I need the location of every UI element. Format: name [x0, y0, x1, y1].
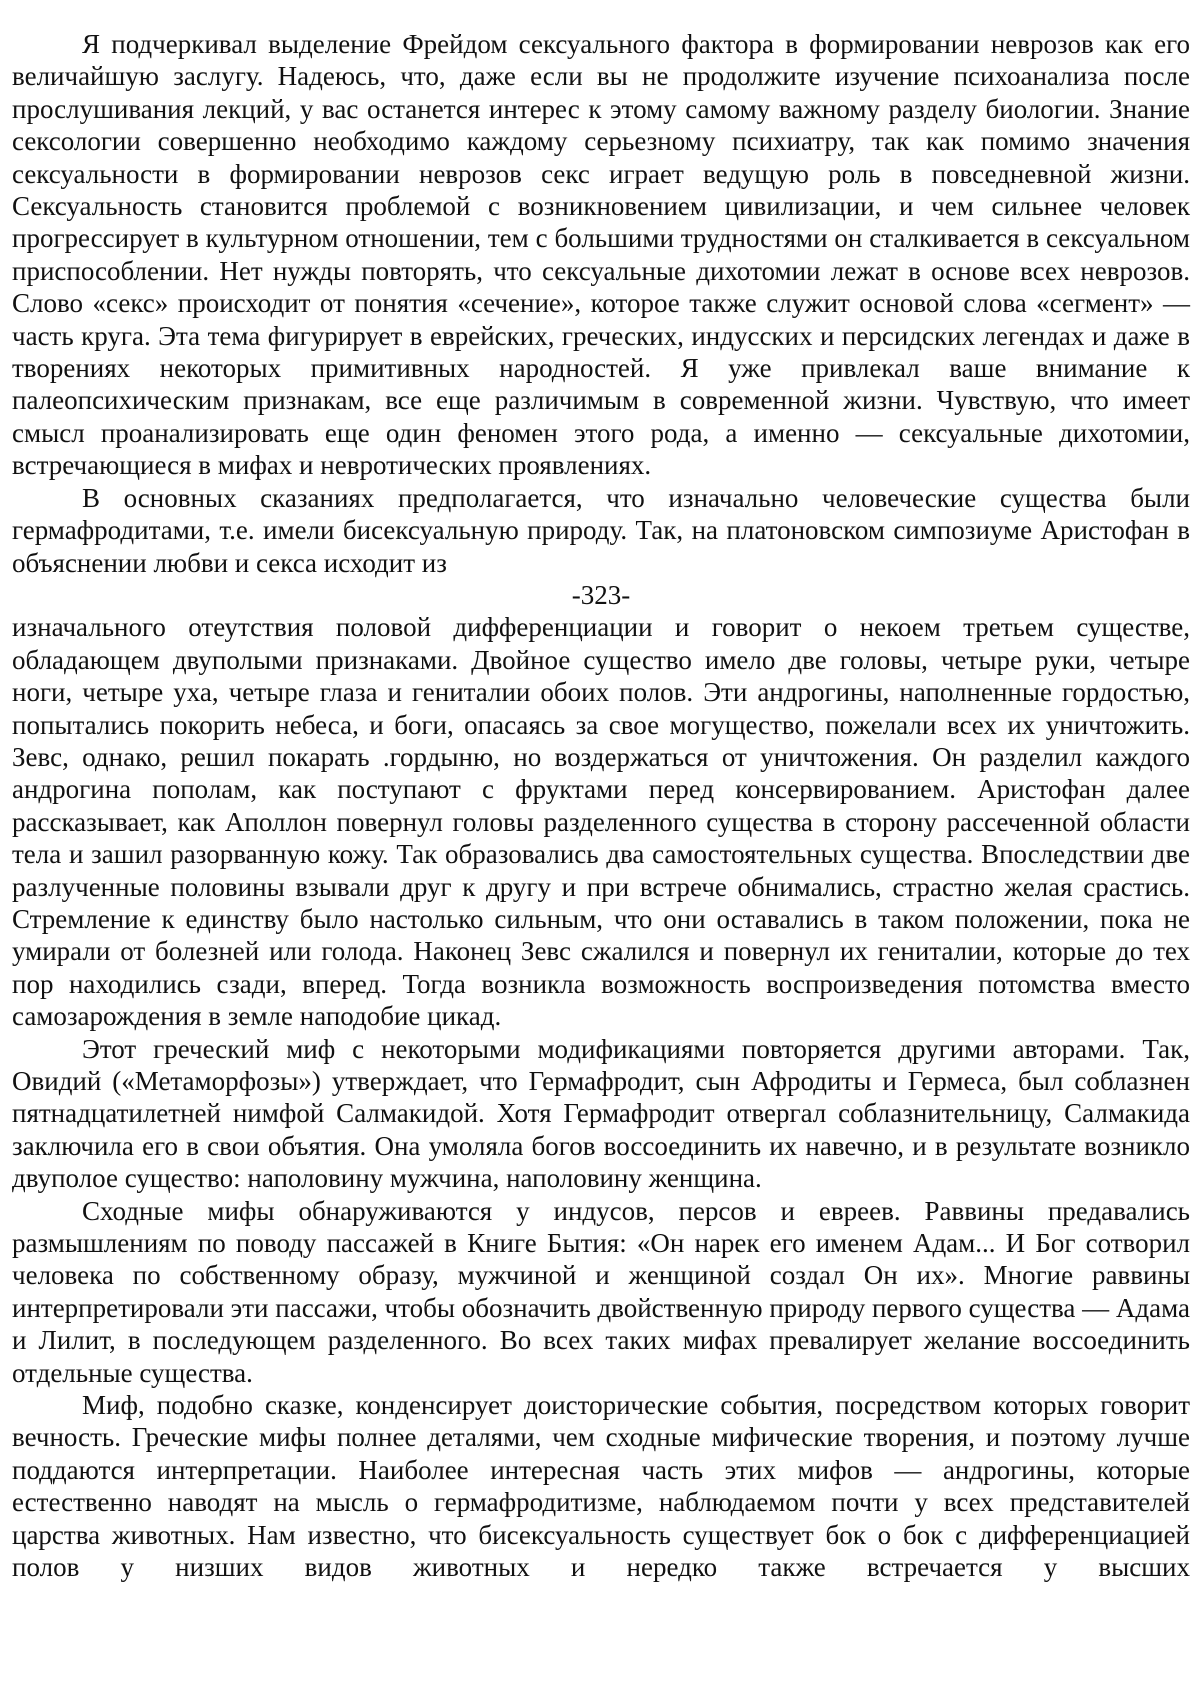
- document-page: [12, 28, 1190, 1584]
- paragraph-hermaphrodites: В основных сказаниях предполагается, что изначально человеческие существа были гермафродитами, т.е. имели бисексуальную природу. Так, на платоновском симпозиуме Аристофан в объяснении любви и секса исходит из: [12, 482, 1190, 578]
- paragraph-ovid: Этот греческий миф с некоторыми модификациями повторяется другими авторами. Так, Овидий («Метаморфозы») утверждает, что Гермафродит, сын Афродиты и Гермеса, был соблазнен пятнадцатилетней нимфой Салмакидой. Хотя Гермафродит отвергал соблазнительницу, Салмакида заключила его в свои объятия. Она умоляла богов воссоединить их навечно, и в результате возникло двуполое существо: наполовину мужчина, наполовину женщина.: [12, 1033, 1190, 1194]
- paragraph-myth: Миф, подобно сказке, конденсирует доисторические события, посредством которых говорит вечность. Греческие мифы полнее деталями, чем сходные мифические творения, и поэтому лучше поддаются интерпретации. Наиболее интересная часть этих мифов — андрогины, которые естественно наводят на мысль о гермафродитизме, наблюдаемом почти у всех представителей царства животных. Нам известно, что бисексуальность существует бок о бок с дифференциацией полов у низших видов животных и нередко также встречается у высших: [12, 1390, 1190, 1583]
- paragraph-sexual-factor: Я подчеркивал выделение Фрейдом сексуального фактора в формировании неврозов как его величайшую заслугу. Надеюсь, что, даже если вы не продолжите изучение психоанализа после прослушивания лекций, у вас останется интерес к этому самому важному разделу биологии. Знание сексологии совершенно необходимо каждому серьезному психиатру, так как помимо значения сексуальности в формировании неврозов секс играет ведущую роль в повседневной жизни. Сексуальность становится проблемой с возникновением цивилизации, и чем сильнее человек прогрессирует в культурном отношении, тем с большими трудностями он сталкивается в сексуальном приспособлении. Нет нужды повторять, что сексуальные дихотомии лежат в основе всех неврозов. Слово «секс» происходит от понятия «сечение», которое также служит основой слова «сегмент» — часть круга. Эта тема фигурирует в еврейских, греческих, индусских и персидских легендах и даже в творениях некоторых примитивных народностей. Я уже привлекал ваше внимание к палеопсихическим признакам, все еще различимым в современной жизни. Чувствую, что имеет смысл проанализировать еще один феномен этого рода, а именно — сексуальные дихотомии, встречающиеся в мифах и невротических проявлениях.: [12, 29, 1190, 481]
- page-number: -323-: [571, 579, 631, 610]
- paragraph-androgynes: изначального отеутствия половой дифференциации и говорит о некоем третьем существе, обладающем двуполыми признаками. Двойное существо имело две головы, четыре руки, четыре ноги, четыре уха, четыре глаза и гениталии обоих полов. Эти андрогины, наполненные гордостью, попытались покорить небеса, и боги, опасаясь за свое могущество, пожелали всех их уничтожить. Зевс, однако, решил покарать .гордыню, но воздержаться от уничтожения. Он разделил каждого андрогина пополам, как поступают с фруктами перед консервированием. Аристофан далее рассказывает, как Аполлон повернул головы разделенного существа в сторону рассеченной области тела и зашил разорванную кожу. Так образовались два самостоятельных существа. Впоследствии две разлученные половины взывали друг к другу и при встрече обнимались, страстно желая срастись. Стремление к единству было настолько сильным, что они оставались в таком положении, пока не умирали от болезней или голода. Наконец Зевс сжалился и повернул их гениталии, которые до тех пор находились сзади, вперед. Тогда возникла возможность воспроизведения потомства вместо самозарождения в земле наподобие цикад.: [12, 612, 1190, 1032]
- paragraph-rabbis: Сходные мифы обнаруживаются у индусов, персов и евреев. Раввины предавались размышлениям по поводу пассажей в Книге Бытия: «Он нарек его именем Адам... И Бог сотворил человека по собственному образу, мужчиной и женщиной создал Он их». Многие раввины интерпретировали эти пассажи, чтобы обозначить двойственную природу первого существа — Адама и Лилит, в последующем разделенного. Во всех таких мифах превалирует желание воссоединить отдельные существа.: [12, 1195, 1190, 1388]
